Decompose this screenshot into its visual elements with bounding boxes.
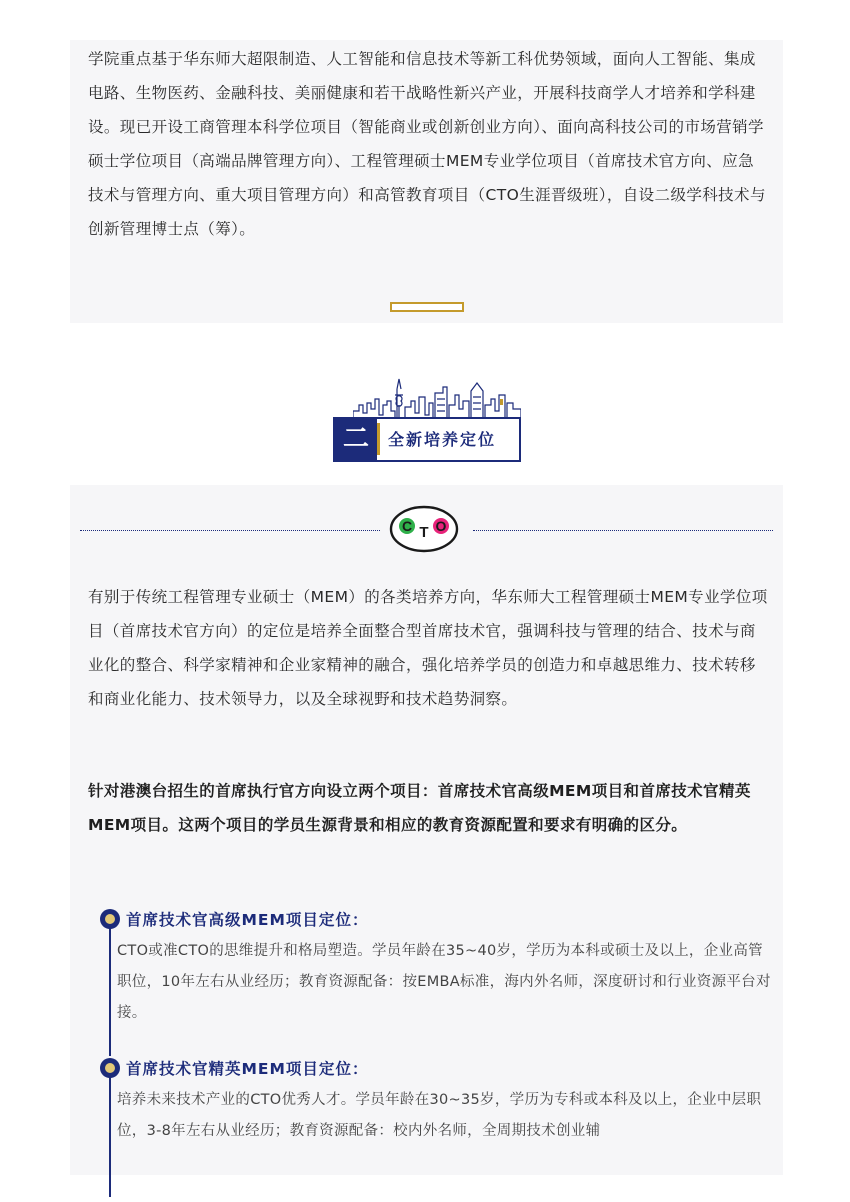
city-skyline-icon [353, 375, 521, 421]
dotted-divider-left [80, 530, 380, 531]
positioning-paragraph: 有别于传统工程管理专业硕士（MEM）的各类培养方向，华东师大工程管理硕士MEM专业学位项目（首席技术官方向）的定位是培养全面整合型首席技术官，强调科技与管理的结合、技术与商业化的整合、科学家精神和企业家精神的融合，强化培养学员的创造力和卓越思维力、技术转移和商业化能力、技术领导力，以及全球视野和技术趋势洞察。 [88, 588, 768, 708]
bullet-dot-icon [100, 1058, 120, 1078]
timeline-line [109, 1077, 111, 1197]
program-description: CTO或准CTO的思维提升和格局塑造。学员年龄在35~40岁，学历为本科或硕士及以上，企业高管职位，10年左右从业经历；教育资源配备：按EMBA标准，海内外名师，深度研讨和行业资源平台对接。 [117, 943, 771, 1021]
timeline-line [109, 928, 111, 1056]
program-title: 首席技术官高级MEM项目定位： [126, 911, 369, 929]
cto-logo-icon [388, 503, 460, 555]
section-number: 二 [335, 419, 377, 460]
svg-text:C: C [401, 518, 413, 534]
section-title: 全新培养定位 [388, 430, 497, 449]
svg-text:T: T [419, 524, 429, 541]
program-title: 首席技术官精英MEM项目定位： [126, 1060, 369, 1078]
dotted-divider-right [473, 530, 773, 531]
program-description: 培养未来技术产业的CTO优秀人才。学员年龄在30~35岁，学历为专科或本科及以上，企业中层职位，3-8年左右从业经历；教育资源配备：校内外名师，全周期技术创业辅 [117, 1092, 762, 1139]
intro-card [70, 40, 783, 323]
intro-paragraph: 学院重点基于华东师大超限制造、人工智能和信息技术等新工科优势领域，面向人工智能、集成电路、生物医药、金融科技、美丽健康和若干战略性新兴产业，开展科技商学人才培养和学科建设。现已开设工商管理本科学位项目（智能商业或创新创业方向）、面向高科技公司的市场营销学硕士学位项目（高端品牌管理方向）、工程管理硕士MEM专业学位项目（首席技术官方向、应急技术与管理方向、重大项目管理方向）和高管教育项目（CTO生涯晋级班），自设二级学科技术与创新管理博士点（筹）。 [88, 50, 766, 238]
programs-summary: 针对港澳台招生的首席执行官方向设立两个项目：首席技术官高级MEM项目和首席技术官精英MEM项目。这两个项目的学员生源背景和相应的教育资源配置和要求有明确的区分。 [88, 782, 751, 834]
badge-accent [377, 423, 380, 455]
svg-text:O: O [435, 518, 447, 534]
bullet-dot-icon [100, 909, 120, 929]
section-badge [333, 417, 521, 462]
positioning-card [70, 485, 783, 1175]
gold-divider [390, 302, 464, 312]
section-heading-banner [333, 375, 521, 462]
